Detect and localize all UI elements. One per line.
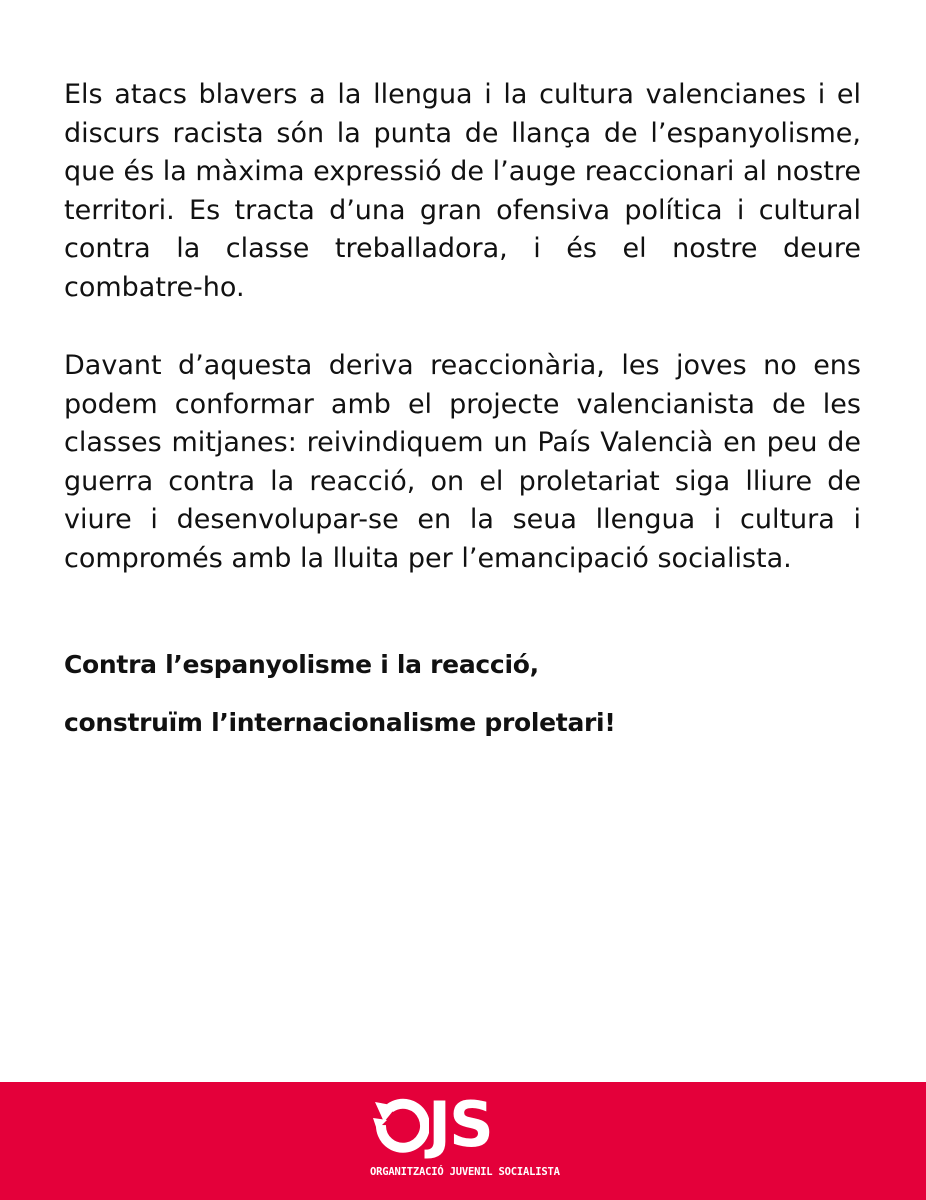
ojs-logo [368,1088,560,1190]
footer-banner [0,1082,926,1200]
closing-slogan [64,646,864,742]
slogan-line-2: construïm l’internacionalisme proletari! [64,708,616,737]
logo-letters: JS [428,1088,492,1161]
paragraph-2: Davant d’aquesta deriva reaccionària, les joves no ens podem conformar amb el projecte valencianista de les classes mitjanes: reivindiquem un País Valencià en peu de guerra contra la reacció, on el proletariat siga lliure de viure i desenvolupar-se en la seua llengua i cultura i compromés amb la lluita per l’emancipació socialista. [64,350,861,574]
slogan-line-1: Contra l’espanyolisme i la reacció, [64,650,539,679]
body-text [64,76,861,578]
circular-arrow-o-icon [373,1098,429,1156]
organization-name: ORGANITZACIÓ JUVENIL SOCIALISTA [370,1166,560,1178]
paragraph-1: Els atacs blavers a la llengua i la cultura valencianes i el discurs racista són la punta de llança de l’espanyolisme, que és la màxima expressió de l’auge reaccionari al nostre territori. Es tracta d’una gran ofensiva política i cultural contra la classe treballadora, i és el nostre deure combatre-ho. [64,79,861,303]
